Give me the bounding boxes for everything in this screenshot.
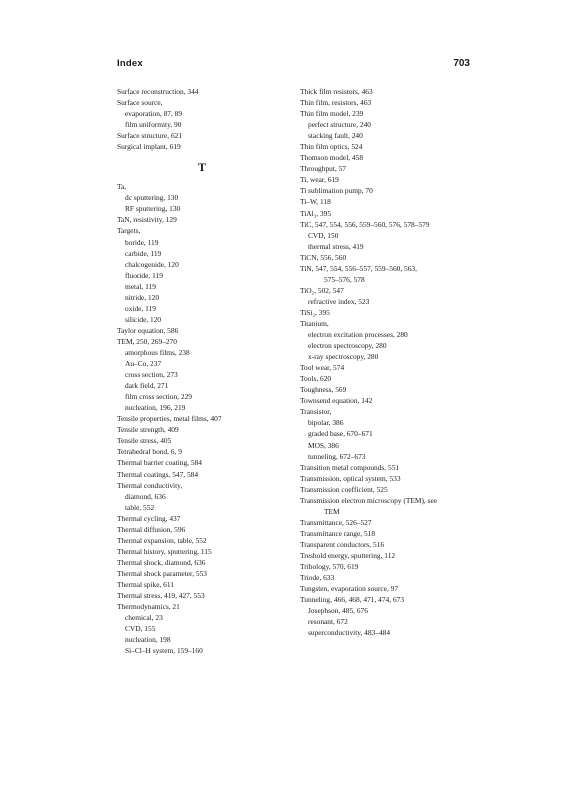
index-column-right bbox=[300, 86, 475, 638]
index-entry: Titanium, bbox=[300, 318, 329, 328]
index-entry: Transistor, bbox=[300, 407, 332, 417]
index-entry: Tribology, 570, 619 bbox=[300, 562, 359, 572]
index-entry: TiAl₃, 395 bbox=[300, 208, 332, 218]
index-subentry: nucleation, 196, 219 bbox=[125, 403, 186, 413]
index-entry: Transmittance, 526–527 bbox=[300, 517, 372, 527]
index-entry: Thermal shock, diamond, 636 bbox=[117, 557, 206, 567]
index-subentry: Si–Cl–H system, 159–160 bbox=[125, 646, 203, 656]
index-entry: Ta, bbox=[117, 182, 127, 192]
index-subentry: CVD, 150 bbox=[308, 230, 339, 240]
index-entry: Thermal coatings, 547, 584 bbox=[117, 469, 199, 479]
index-entry: TaN, resistivity, 129 bbox=[117, 215, 177, 225]
index-subentry: perfect structure, 240 bbox=[308, 120, 371, 130]
index-entry: Ti, wear, 619 bbox=[300, 175, 339, 185]
t-entries-continued-group bbox=[300, 86, 475, 638]
index-entry: Surface source, bbox=[117, 98, 163, 108]
index-entry: Transparent conductors, 516 bbox=[300, 539, 385, 549]
index-entry: Tensile properties, metal films, 407 bbox=[117, 414, 222, 424]
index-entry: Thermal history, sputtering, 115 bbox=[117, 546, 212, 556]
index-entry: Thermal conductivity, bbox=[117, 480, 183, 490]
index-entry: Ti sublimation pump, 70 bbox=[300, 186, 373, 196]
index-entry: Thin film model, 239 bbox=[300, 109, 364, 119]
index-subentry: Au–Co, 237 bbox=[125, 359, 162, 369]
index-entry-continuation: TEM bbox=[324, 506, 340, 516]
s-entries-group bbox=[117, 86, 287, 152]
index-entry: Surface reconstruction, 344 bbox=[117, 87, 199, 96]
index-subentry: metal, 119 bbox=[125, 281, 156, 291]
t-entries-group bbox=[117, 181, 287, 656]
index-entry: Transmission electron microscopy (TEM), see bbox=[300, 495, 438, 505]
index-subentry: superconductivity, 483–484 bbox=[308, 628, 391, 638]
index-entry: Thermal stress, 419, 427, 553 bbox=[117, 591, 205, 601]
index-entry: Surgical implant, 619 bbox=[117, 142, 181, 152]
index-subentry: stacking fault, 240 bbox=[308, 131, 363, 141]
index-subentry: cross section, 273 bbox=[125, 370, 178, 380]
index-entry: Thermal expansion, table, 552 bbox=[117, 535, 207, 545]
page-header bbox=[117, 58, 470, 72]
index-entry: Treshold energy, sputtering, 112 bbox=[300, 550, 396, 560]
index-subentry: film cross section, 229 bbox=[125, 392, 192, 402]
index-entry: Transition metal compounds, 551 bbox=[300, 462, 400, 472]
index-subentry: x-ray spectroscopy, 280 bbox=[308, 352, 379, 362]
index-subentry: Josephson, 485, 676 bbox=[308, 606, 368, 616]
index-entry: Targets, bbox=[117, 226, 141, 236]
index-subentry: CVD, 155 bbox=[125, 624, 156, 634]
index-subentry: graded base, 670–671 bbox=[308, 429, 373, 439]
index-entry: Transmission, optical system, 533 bbox=[300, 473, 401, 483]
index-entry: Toughness, 569 bbox=[300, 385, 347, 395]
section-letter-heading: T bbox=[197, 160, 206, 175]
index-subentry: tunneling, 672–673 bbox=[308, 451, 366, 461]
index-entry: TiCN, 556, 560 bbox=[300, 252, 347, 262]
index-subentry: refractive index, 523 bbox=[308, 296, 370, 306]
index-entry: TiN, 547, 554, 556–557, 559–560, 563, bbox=[300, 263, 417, 273]
index-entry: Tungsten, evaporation source, 97 bbox=[300, 584, 399, 594]
page-number: 703 bbox=[453, 58, 470, 69]
index-entry: Tetrahedral bond, 6, 9 bbox=[117, 447, 182, 457]
index-entry: Thomson model, 458 bbox=[300, 153, 364, 163]
index-subentry: diamond, 636 bbox=[125, 491, 166, 501]
index-subentry: chemical, 23 bbox=[125, 613, 163, 623]
index-entry: Throughput, 57 bbox=[300, 164, 346, 174]
index-subentry: nitride, 120 bbox=[125, 292, 160, 302]
index-subentry: carbide, 119 bbox=[125, 248, 162, 258]
index-subentry: nucleation, 198 bbox=[125, 635, 171, 645]
index-subentry: chalcogenide, 120 bbox=[125, 259, 179, 269]
index-entry: TEM, 250, 269–270 bbox=[117, 336, 177, 346]
index-entry: Triode, 633 bbox=[300, 573, 335, 583]
index-entry: Tensile strength, 409 bbox=[117, 425, 179, 435]
index-entry: Transmittance range, 518 bbox=[300, 528, 376, 538]
index-subentry: oxide, 119 bbox=[125, 303, 156, 313]
index-entry: Townsend equation, 142 bbox=[300, 396, 373, 406]
index-entry: Taylor equation, 586 bbox=[117, 325, 179, 335]
index-entry: Thermal cycling, 437 bbox=[117, 513, 181, 523]
index-subentry: dc sputtering, 130 bbox=[125, 193, 179, 203]
running-head: Index bbox=[117, 58, 143, 69]
index-subentry: film uniformity, 90 bbox=[125, 120, 182, 130]
index-entry: TiO₂, 502, 547 bbox=[300, 285, 344, 295]
index-entry: Transmission coefficient, 525 bbox=[300, 484, 388, 494]
index-subentry: electron spectroscopy, 280 bbox=[308, 341, 387, 351]
index-column-left bbox=[117, 86, 287, 656]
index-entry: Thermal diffusion, 596 bbox=[117, 524, 186, 534]
index-entry: Tensile stress, 405 bbox=[117, 436, 172, 446]
index-entry: Thick film resistors, 463 bbox=[300, 87, 373, 96]
index-entry: Thermal spike, 611 bbox=[117, 579, 174, 589]
index-subentry: bipolar, 386 bbox=[308, 418, 344, 428]
index-subentry: dark field, 271 bbox=[125, 381, 169, 391]
index-subentry: RF sputtering, 130 bbox=[125, 204, 181, 214]
index-entry: Tools, 620 bbox=[300, 374, 332, 384]
index-subentry: resonant, 672 bbox=[308, 617, 348, 627]
index-subentry: fluoride, 119 bbox=[125, 270, 163, 280]
index-entry: Thermodynamics, 21 bbox=[117, 602, 180, 612]
index-subentry: boride, 119 bbox=[125, 237, 159, 247]
index-entry: Thin film optics, 524 bbox=[300, 142, 363, 152]
index-entry-continuation: 575–576, 578 bbox=[324, 274, 365, 284]
index-subentry: table, 552 bbox=[125, 502, 155, 512]
index-subentry: silicide, 120 bbox=[125, 314, 162, 324]
index-subentry: evaporation, 87, 89 bbox=[125, 109, 183, 119]
index-entry: Tool wear, 574 bbox=[300, 363, 345, 373]
index-entry: Surface structure, 621 bbox=[117, 131, 183, 141]
index-entry: TiC, 547, 554, 556, 559–560, 576, 578–579 bbox=[300, 219, 430, 229]
index-entry: Thermal shock parameter, 553 bbox=[117, 568, 207, 578]
index-entry: Thin film, resistors, 463 bbox=[300, 98, 372, 108]
index-entry: Ti–W, 118 bbox=[300, 197, 331, 207]
index-subentry: MOS, 386 bbox=[308, 440, 339, 450]
index-subentry: electron excitation processes, 280 bbox=[308, 330, 408, 340]
index-subentry: thermal stress, 419 bbox=[308, 241, 364, 251]
index-entry: Thermal barrier coating, 584 bbox=[117, 458, 202, 468]
index-entry: Tunneling, 466, 468, 471, 474, 673 bbox=[300, 595, 405, 605]
index-entry: TiSi₂, 395 bbox=[300, 307, 330, 317]
index-subentry: amorphous films, 238 bbox=[125, 347, 190, 357]
